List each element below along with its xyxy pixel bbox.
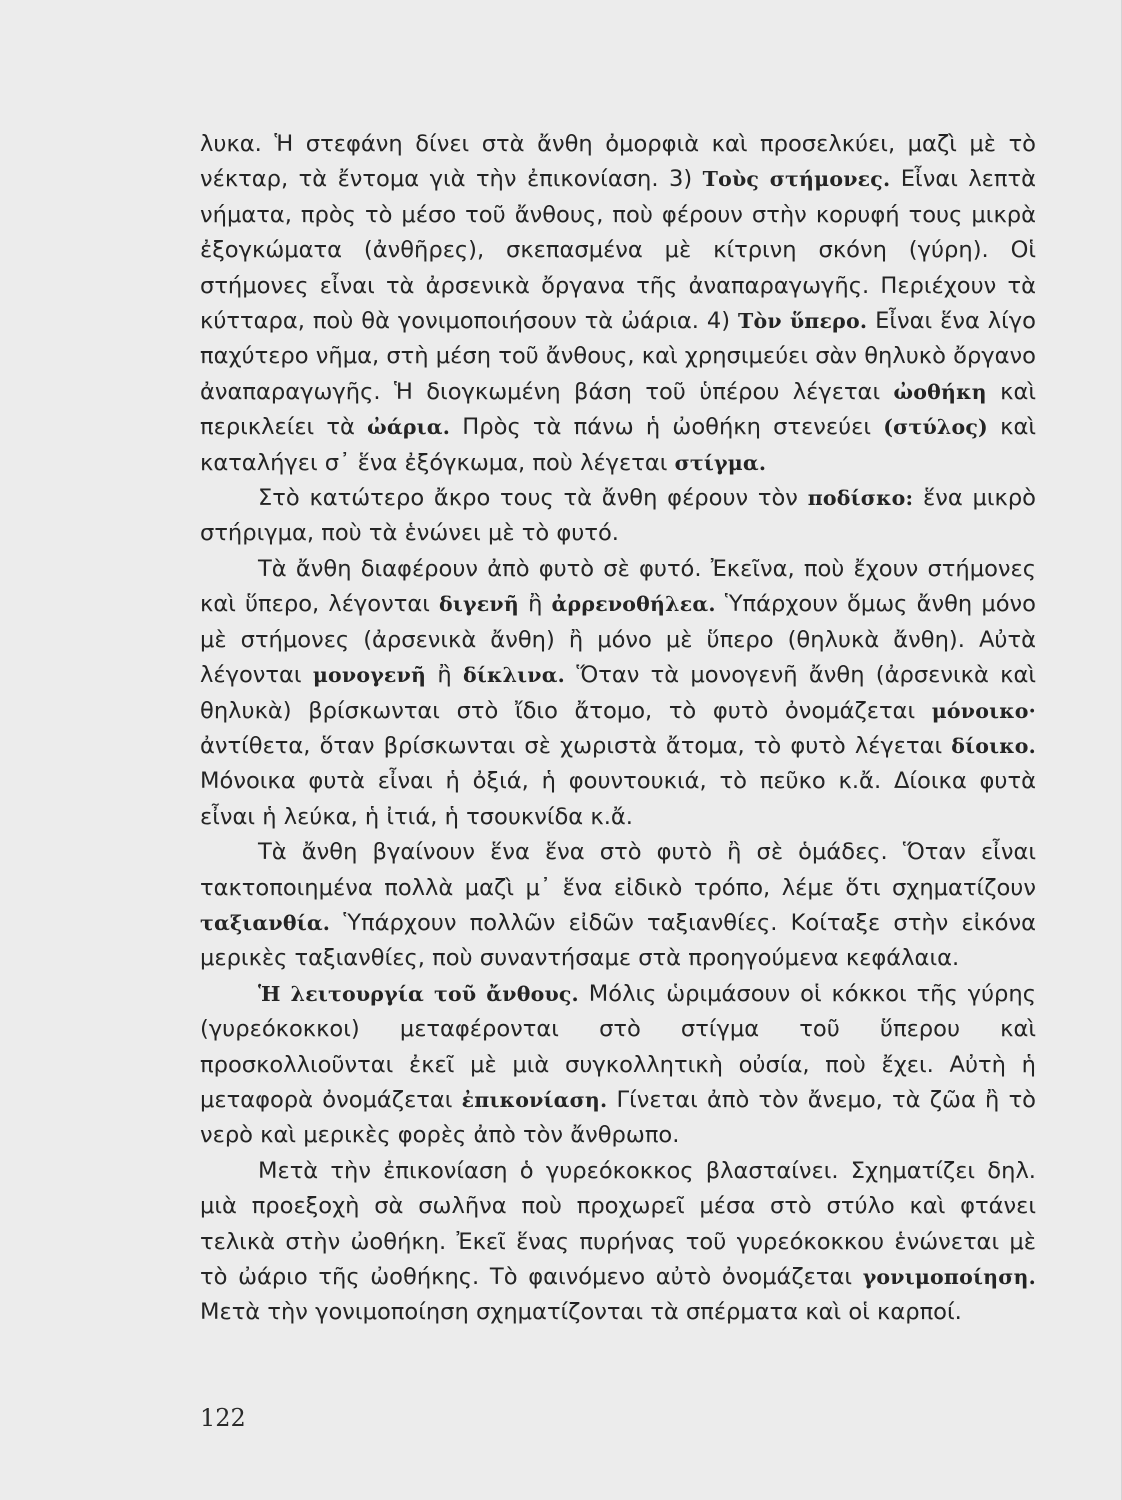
bold-term: Τοὺς στήμονες. (702, 167, 891, 192)
text-run: Πρὸς τὰ πάνω ἡ ὠοθήκη στενεύει (450, 414, 884, 441)
bold-term: ἐπικονίαση. (461, 1087, 608, 1112)
text-run: Ὑπάρχουν ὅμως ἄνθη μόνο μὲ στήμονες (ἀρσενικὰ ἄνθη) ἢ μόνο μὲ ὕπερο (θηλυκὰ ἄνθη). Αὐτὰ λέγονται (200, 591, 1036, 689)
bold-term: Ἡ λειτουργία τοῦ ἄνθους. (258, 981, 579, 1006)
text-run: καὶ καταλήγει σ᾿ ἕνα ἐξόγκωμα, ποὺ λέγεται (200, 414, 1036, 476)
paragraph (200, 1154, 1036, 1331)
bold-term: μόνοικο· (931, 698, 1036, 723)
text-run: Μετὰ τὴν γονιμοποίηση σχηματίζονται τὰ σπέρματα καὶ οἱ καρποί. (200, 1299, 962, 1326)
text-run: Ὑπάρχουν πολλῶν εἰδῶν ταξιανθίες. Κοίταξε στὴν εἰκόνα μερικὲς ταξιανθίες, ποὺ συναντήσαμε στὰ προηγούμενα κεφάλαια. (200, 909, 1036, 972)
page-number: 122 (200, 1404, 246, 1432)
text-run: Μόνοικα φυτὰ εἶναι ἡ ὀξιά, ἡ φουντουκιά, τὸ πεῦκο κ.ἄ. Δίοικα φυτὰ εἶναι ἡ λεύκα, ἡ ἰτιά, ἡ τσουκνίδα κ.ἄ. (200, 768, 1036, 830)
text-run: ἕνα μικρὸ στήριγμα, ποὺ τὰ ἑνώνει μὲ τὸ φυτό. (200, 485, 1036, 547)
text-run: Ὅταν τὰ μονογενῆ ἄνθη (ἀρσενικὰ καὶ θηλυκὰ) βρίσκωνται στὸ ἴδιο ἄτομο, τὸ φυτὸ ὀνομάζεται (200, 662, 1036, 724)
bold-term: ταξιανθία. (200, 910, 331, 935)
text-run: ἀντίθετα, ὅταν βρίσκωνται σὲ χωριστὰ ἄτομα, τὸ φυτὸ λέγεται (200, 732, 952, 759)
text-run: καὶ περικλείει τὰ (200, 378, 1036, 441)
bold-term: ὠοθήκη (893, 379, 987, 404)
text-run: Μόλις ὡριμάσουν οἱ κόκκοι τῆς γύρης (γυρεόκοκκοι) μεταφέρονται στὸ στίγμα τοῦ ὕπερου καὶ προσκολλιοῦνται ἐκεῖ μὲ μιὰ συγκολλητικὴ οὐσία, ποὺ ἔχει. Αὐτὴ ἡ μεταφορὰ ὀνομάζεται (200, 980, 1036, 1113)
bold-term: γονιμοποίηση. (862, 1265, 1036, 1289)
text-run: ἢ (426, 662, 464, 689)
paragraph (200, 552, 1036, 835)
text-run: Εἶναι ἕνα λίγο παχύτερο νῆμα, στὴ μέση τοῦ ἄνθους, καὶ χρησιμεύει σὰν θηλυκὸ ὄργανο ἀναπαραγωγῆς. Ἡ διογκωμένη βάση τοῦ ὑπέρου λέγεται (200, 308, 1036, 405)
text-run: ἢ (518, 591, 552, 618)
bold-term: ἀρρενοθήλεα. (551, 592, 716, 617)
paragraph (200, 481, 1036, 552)
paragraph (200, 127, 1036, 481)
bold-term: ὠάρια. (367, 415, 451, 440)
text-run: Μετὰ τὴν ἐπικονίαση ὁ γυρεόκοκκος βλασταίνει. Σχηματίζει δηλ. μιὰ προεξοχὴ σὰ σωλῆνα ποὺ προχωρεῖ μέσα στὸ στύλο καὶ φτάνει τελικὰ στὴν ὠοθήκη. Ἐκεῖ ἕνας πυρήνας τοῦ γυρεόκοκκου ἑνώνεται μὲ τὸ ὠάριο τῆς ὠοθήκης. Τὸ φαινόμενο αὐτὸ ὀνομάζεται (200, 1157, 1036, 1290)
bold-term: διγενῆ (439, 592, 519, 617)
body-text (200, 127, 1036, 1331)
bold-term: Τὸν ὕπερο. (738, 309, 868, 334)
text-run: λυκα. Ἡ στεφάνη δίνει στὰ ἄνθη ὀμορφιὰ καὶ προσελκύει, μαζὶ μὲ τὸ νέκταρ, τὰ ἔντομα γιὰ τὴν ἐπικονίαση. 3) (200, 131, 1036, 193)
bold-term: ποδίσκο: (807, 486, 914, 511)
text-run: Εἶναι λεπτὰ νήματα, πρὸς τὸ μέσο τοῦ ἄνθους, ποὺ φέρουν στὴν κορυφή τους μικρὰ ἐξογκώματα (ἀνθῆρες), σκεπασμένα μὲ κίτρινη σκόνη (γύρη). Οἱ στήμονες εἶναι τὰ ἀρσενικὰ ὄργανα τῆς ἀναπαραγωγῆς. Περιέχουν τὰ κύτταρα, ποὺ θὰ γονιμοποιήσουν τὰ ὠάρια. 4) (200, 166, 1036, 335)
text-run: Τὰ ἄνθη βγαίνουν ἕνα ἕνα στὸ φυτὸ ἢ σὲ ὁμάδες. Ὅταν εἶναι τακτοποιημένα πολλὰ μαζὶ μ᾿ ἕνα εἰδικὸ τρόπο, λέμε ὅτι σχηματίζουν (200, 839, 1036, 901)
text-run: Στὸ κατώτερο ἄκρο τους τὰ ἄνθη φέρουν τὸν (258, 485, 808, 512)
bold-term: στίγμα. (674, 450, 767, 475)
bold-term: δίοικο. (951, 733, 1036, 758)
bold-term: (στύλος) (883, 415, 988, 440)
text-run: Τὰ ἄνθη διαφέρουν ἀπὸ φυτὸ σὲ φυτό. Ἐκεῖνα, ποὺ ἔχουν στήμονες καὶ ὕπερο, λέγονται (200, 555, 1036, 618)
paragraph (200, 835, 1036, 977)
text-run: Γίνεται ἀπὸ τὸν ἄνεμο, τὰ ζῶα ἢ τὸ νερὸ καὶ μερικὲς φορὲς ἀπὸ τὸν ἄνθρωπο. (200, 1086, 1036, 1149)
bold-term: δίκλινα. (463, 663, 566, 688)
bold-term: μονογενῆ (312, 663, 427, 688)
paragraph (200, 977, 1036, 1154)
